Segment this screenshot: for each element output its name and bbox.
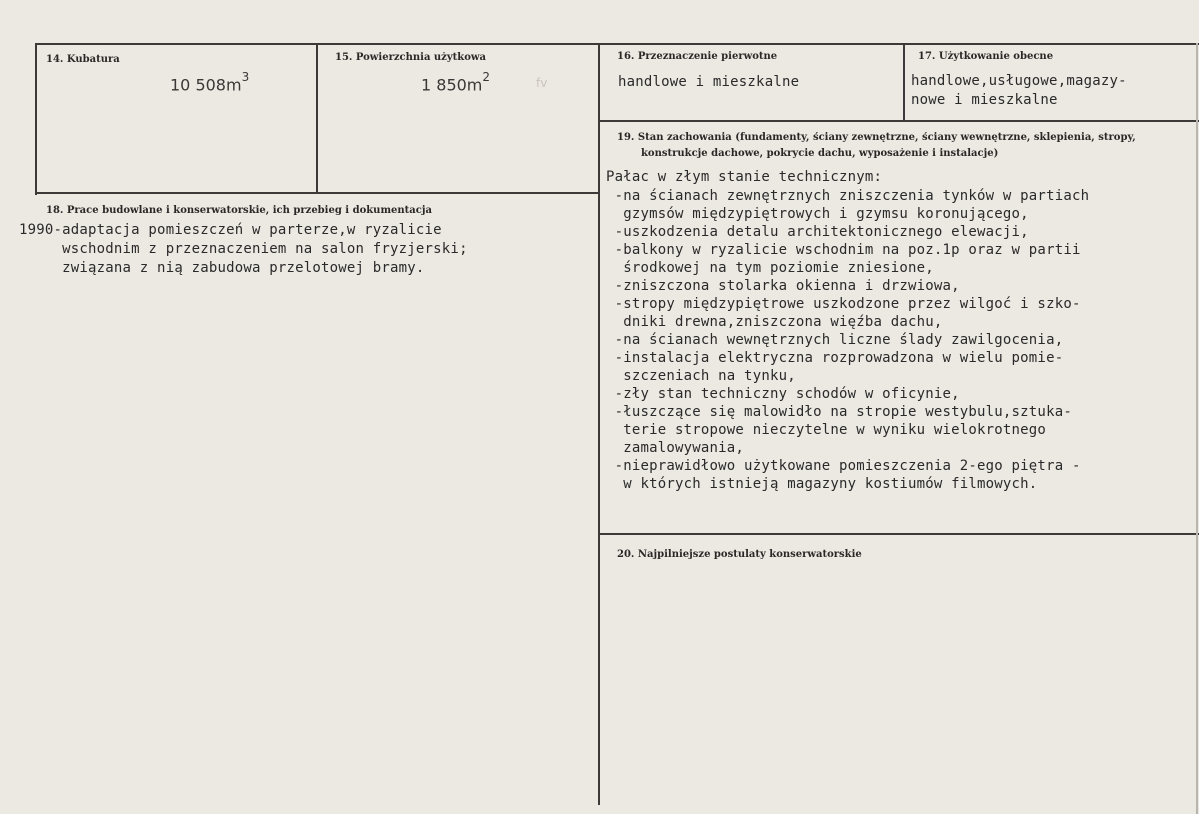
stan-line: szczeniach na tynku, xyxy=(606,368,796,384)
stan-line: -łuszczące się malowidło na stropie westybulu,sztuka- xyxy=(606,404,1072,420)
stan-line: dniki drewna,zniszczona więźba dachu, xyxy=(606,314,943,330)
stan-line: zamalowywania, xyxy=(606,440,745,456)
stan-line: -zniszczona stolarka okienna i drzwiowa, xyxy=(606,278,960,294)
left-rule xyxy=(35,43,37,195)
divider-16-17 xyxy=(903,43,905,121)
stan-line: -uszkodzenia detalu architektonicznego elewacji, xyxy=(606,224,1029,240)
prace-line-2: wschodnim z przeznaczeniem na salon fryzjerski; xyxy=(19,241,468,257)
stan-line: -instalacja elektryczna rozprowadzona w wielu pomie- xyxy=(606,350,1064,366)
prace-label: 18. Prace budowlane i konserwatorskie, ich przebieg i dokumentacja xyxy=(46,205,432,216)
rule-under-14-15 xyxy=(35,192,600,194)
stan-line: w których istnieją magazyny kostiumów filmowych. xyxy=(606,476,1038,492)
stan-line: Pałac w złym stanie technicznym: xyxy=(606,169,883,185)
prace-line-1: 1990-adaptacja pomieszczeń w parterze,w ryzalicie xyxy=(19,222,442,238)
stan-line: -nieprawidłowo użytkowane pomieszczenia 2-ego piętra - xyxy=(606,458,1081,474)
kubatura-label: 14. Kubatura xyxy=(46,54,120,65)
stan-line: -zły stan techniczny schodów w oficynie, xyxy=(606,386,960,402)
powierzchnia-value: 1 $850m^2$ xyxy=(421,70,491,95)
kubatura-value: 10 $508m^3$ xyxy=(170,70,250,95)
rule-under-16-17 xyxy=(598,120,1199,122)
stan-line: środkowej na tym poziomie zniesione, xyxy=(606,260,934,276)
stan-line: terie stropowe nieczytelne w wyniku wielokrotnego xyxy=(606,422,1047,438)
stan-label-line-2: konstrukcje dachowe, pokrycie dachu, wyposażenie i instalacje) xyxy=(641,148,999,159)
stan-line: -na ścianach zewnętrznych zniszczenia tynków w partiach xyxy=(606,188,1090,204)
kubatura-unit-exponent: 3 xyxy=(241,70,250,84)
stan-line: gzymsów międzypiętrowych i gzymsu koronującego, xyxy=(606,206,1029,222)
postulaty-label: 20. Najpilniejsze postulaty konserwatorskie xyxy=(617,549,862,560)
przeznaczenie-label: 16. Przeznaczenie pierwotne xyxy=(617,51,778,62)
powierzchnia-unit-exponent: 2 xyxy=(482,70,491,84)
divider-14-15 xyxy=(316,43,318,193)
przeznaczenie-value: handlowe i mieszkalne xyxy=(618,74,800,90)
uzytkowanie-line-2: nowe i mieszkalne xyxy=(911,92,1058,108)
rule-under-19 xyxy=(598,533,1199,535)
right-edge-shadow xyxy=(1196,43,1198,814)
top-rule xyxy=(35,43,1199,45)
uzytkowanie-line-1: handlowe,usługowe,magazy- xyxy=(911,73,1127,89)
stan-line: -balkony w ryzalicie wschodnim na poz.1p oraz w partii xyxy=(606,242,1081,258)
stan-label-line-1: 19. Stan zachowania (fundamenty, ściany zewnętrzne, ściany wewnętrzne, sklepienia, stropy, xyxy=(617,132,1136,143)
prace-line-3: związana z nią zabudowa przelotowej bramy. xyxy=(19,260,425,276)
powierzchnia-faint-mark: fv xyxy=(536,76,548,90)
powierzchnia-label: 15. Powierzchnia użytkowa xyxy=(335,52,486,63)
uzytkowanie-label: 17. Użytkowanie obecne xyxy=(918,51,1054,62)
center-rule xyxy=(598,43,600,805)
stan-line: -stropy międzypiętrowe uszkodzone przez wilgoć i szko- xyxy=(606,296,1081,312)
stan-line: -na ścianach wewnętrznych liczne ślady zawilgocenia, xyxy=(606,332,1064,348)
